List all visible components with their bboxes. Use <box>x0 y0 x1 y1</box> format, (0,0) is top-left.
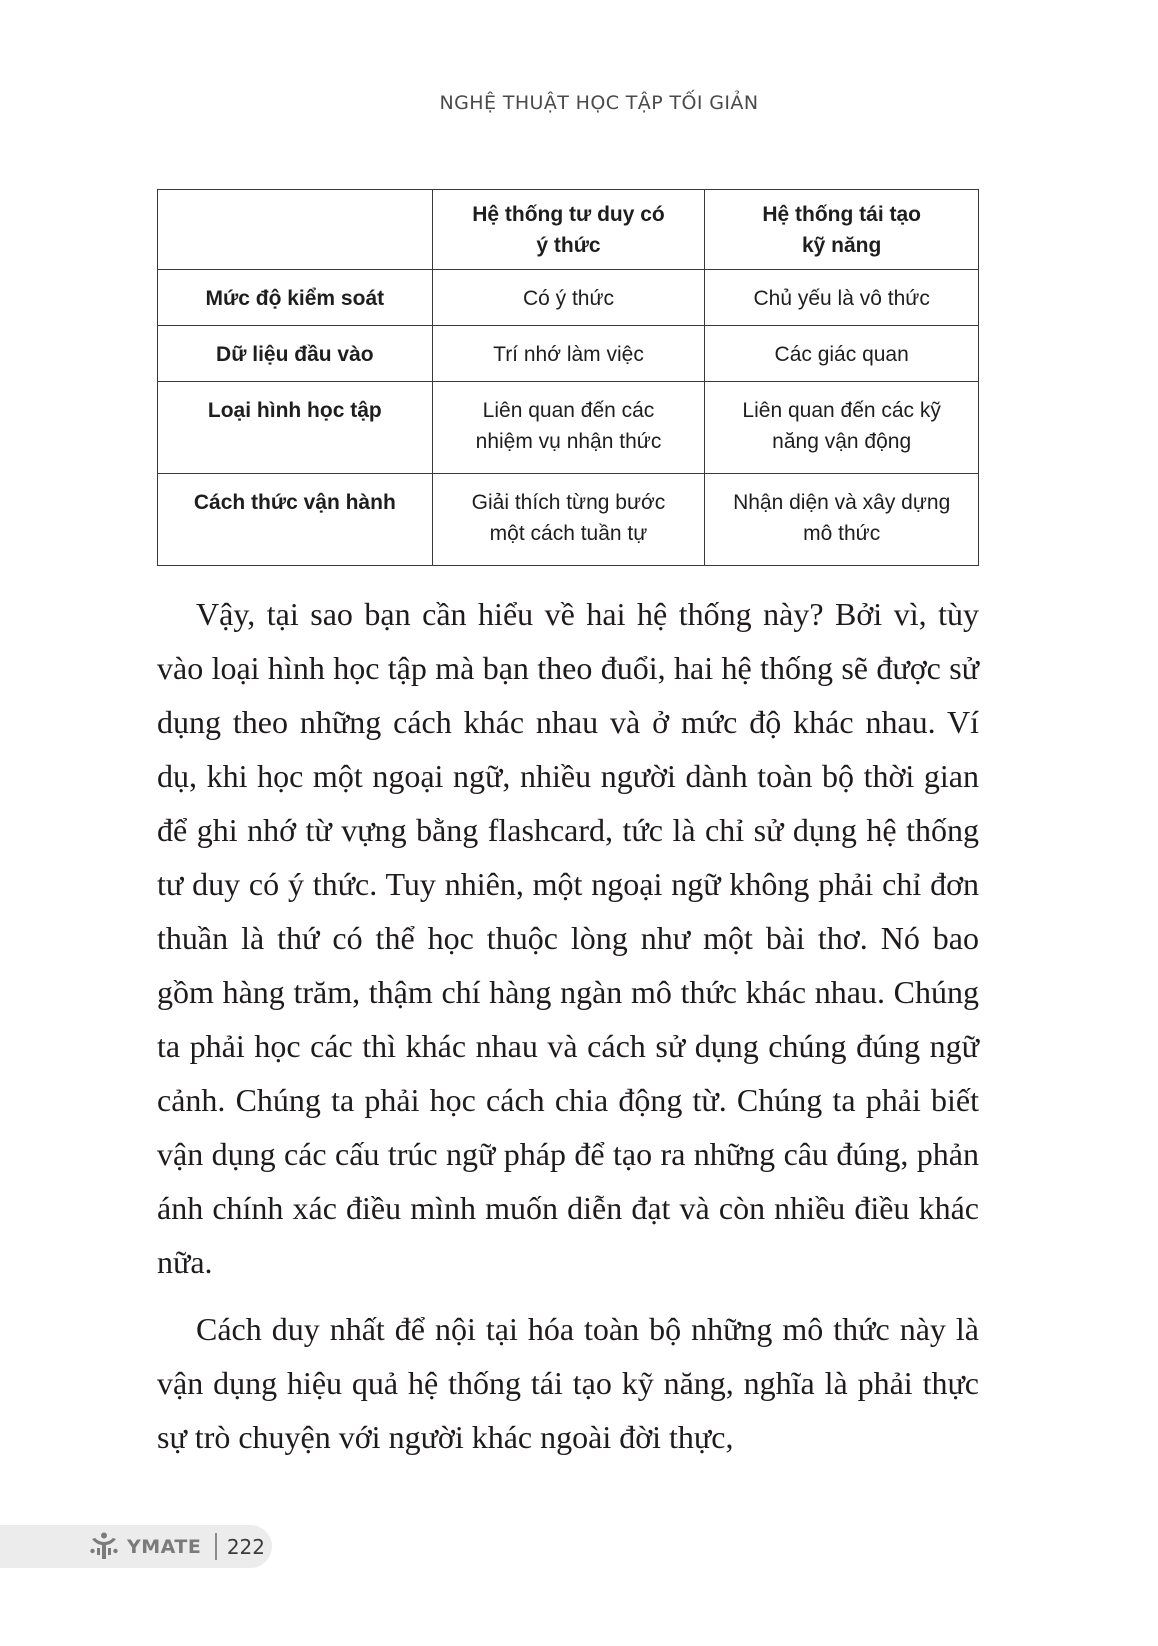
table-cell: Chủ yếu là vô thức <box>705 270 979 326</box>
table-row <box>158 326 979 382</box>
table-cell: Trí nhớ làm việc <box>432 326 705 382</box>
body-paragraph: Vậy, tại sao bạn cần hiểu về hai hệ thống này? Bởi vì, tùy vào loại hình học tập mà bạn theo đuổi, hai hệ thống sẽ được sử dụng theo những cách khác nhau và ở mức độ khác nhau. Ví dụ, khi học một ngoại ngữ, nhiều người dành toàn bộ thời gian để ghi nhớ từ vựng bằng flashcard, tức là chỉ sử dụng hệ thống tư duy có ý thức. Tuy nhiên, một ngoại ngữ không phải chỉ đơn thuần là thứ có thể học thuộc lòng như một bài thơ. Nó bao gồm hàng trăm, thậm chí hàng ngàn mô thức khác nhau. Chúng ta phải học các thì khác nhau và cách sử dụng chúng đúng ngữ cảnh. Chúng ta phải học cách chia động từ. Chúng ta phải biết vận dụng các cấu trúc ngữ pháp để tạo ra những câu đúng, phản ánh chính xác điều mình muốn diễn đạt và còn nhiều điều khác nữa. <box>157 596 979 1280</box>
cell-line: Nhận diện và xây dựng <box>733 491 951 514</box>
table-cell: Có ý thức <box>432 270 705 326</box>
row-label: Loại hình học tập <box>158 382 433 474</box>
row-label: Cách thức vận hành <box>158 474 433 566</box>
table-cell <box>705 382 979 474</box>
header-line: ý thức <box>536 234 601 257</box>
cell-line: Liên quan đến các <box>482 399 655 422</box>
table-cell <box>705 474 979 566</box>
table-header-empty <box>158 190 433 270</box>
cell-line: một cách tuần tự <box>489 522 648 545</box>
row-label: Dữ liệu đầu vào <box>158 326 433 382</box>
table-row <box>158 270 979 326</box>
page-footer <box>0 1525 272 1568</box>
cell-line: Liên quan đến các kỹ <box>742 399 941 422</box>
table-row <box>158 382 979 474</box>
brand-name: YMATE <box>126 1535 202 1558</box>
table-cell <box>432 382 705 474</box>
body-paragraph: Cách duy nhất để nội tại hóa toàn bộ những mô thức này là vận dụng hiệu quả hệ thống tái tạo kỹ năng, nghĩa là phải thực sự trò chuyện với người khác ngoài đời thực, <box>157 1311 979 1455</box>
table-header-skill-system <box>705 190 979 270</box>
table-row <box>158 474 979 566</box>
ymate-logo-icon <box>89 1532 119 1562</box>
header-line: kỹ năng <box>801 234 882 257</box>
comparison-table <box>157 189 979 566</box>
table-header-row <box>158 190 979 270</box>
row-label: Mức độ kiểm soát <box>158 270 433 326</box>
cell-line: mô thức <box>803 522 881 545</box>
table-cell <box>432 474 705 566</box>
table-cell: Các giác quan <box>705 326 979 382</box>
cell-line: năng vận động <box>772 430 912 453</box>
footer-divider <box>215 1533 217 1560</box>
header-line: Hệ thống tư duy có <box>472 203 665 226</box>
running-header: NGHỆ THUẬT HỌC TẬP TỐI GIẢN <box>439 92 759 114</box>
table-header-conscious-system <box>432 190 705 270</box>
page-number: 222 <box>226 1534 265 1559</box>
cell-line: Giải thích từng bước <box>471 491 666 514</box>
cell-line: nhiệm vụ nhận thức <box>475 430 662 453</box>
header-line: Hệ thống tái tạo <box>762 203 921 226</box>
